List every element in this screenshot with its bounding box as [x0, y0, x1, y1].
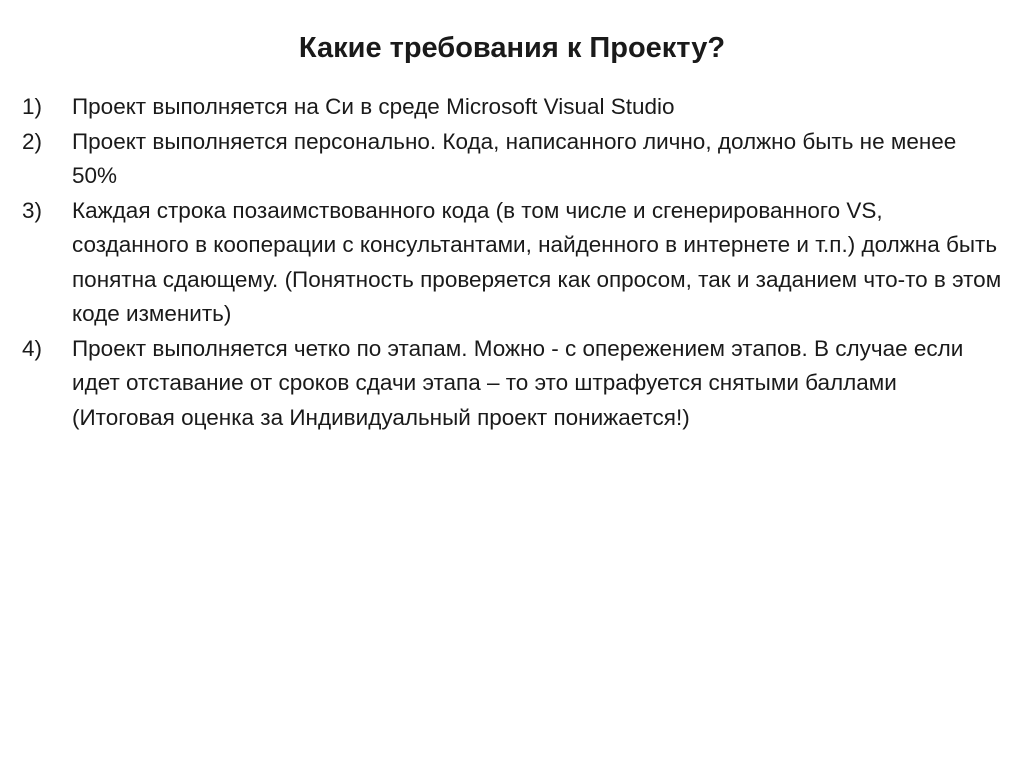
list-item-number: 2): [22, 128, 43, 154]
slide-title: Какие требования к Проекту?: [298, 32, 726, 64]
list-item-text: Проект выполняется четко по этапам. Можно - с опережением этапов. В случае если идет отставание от сроков сдачи этапа – то это штрафуется снятыми баллами (Итоговая оценка за Индивидуальный проект понижается!): [72, 335, 964, 430]
list-item-text: Проект выполняется на Си в среде Microsoft Visual Studio: [72, 94, 675, 119]
list-item-number: 3): [22, 197, 43, 223]
list-item-number: 1): [22, 94, 43, 119]
list-item-text: Каждая строка позаимствованного кода (в том числе и сгенерированного VS, созданного в кооперации с консультантами, найденного в интернете и т.п.) должна быть понятна сдающему. (Понятность проверяется как опросом, так и заданием что-то в этом коде изменить): [72, 197, 1002, 326]
list-item-number: 4): [22, 335, 43, 361]
list-item: [22, 125, 1002, 194]
list-item: [22, 90, 1002, 125]
list-item-text: Проект выполняется персонально. Кода, написанного лично, должно быть не менее 50%: [72, 128, 957, 188]
requirements-list: [22, 90, 1002, 435]
list-item: [22, 194, 1002, 332]
list-item: [22, 332, 1002, 436]
